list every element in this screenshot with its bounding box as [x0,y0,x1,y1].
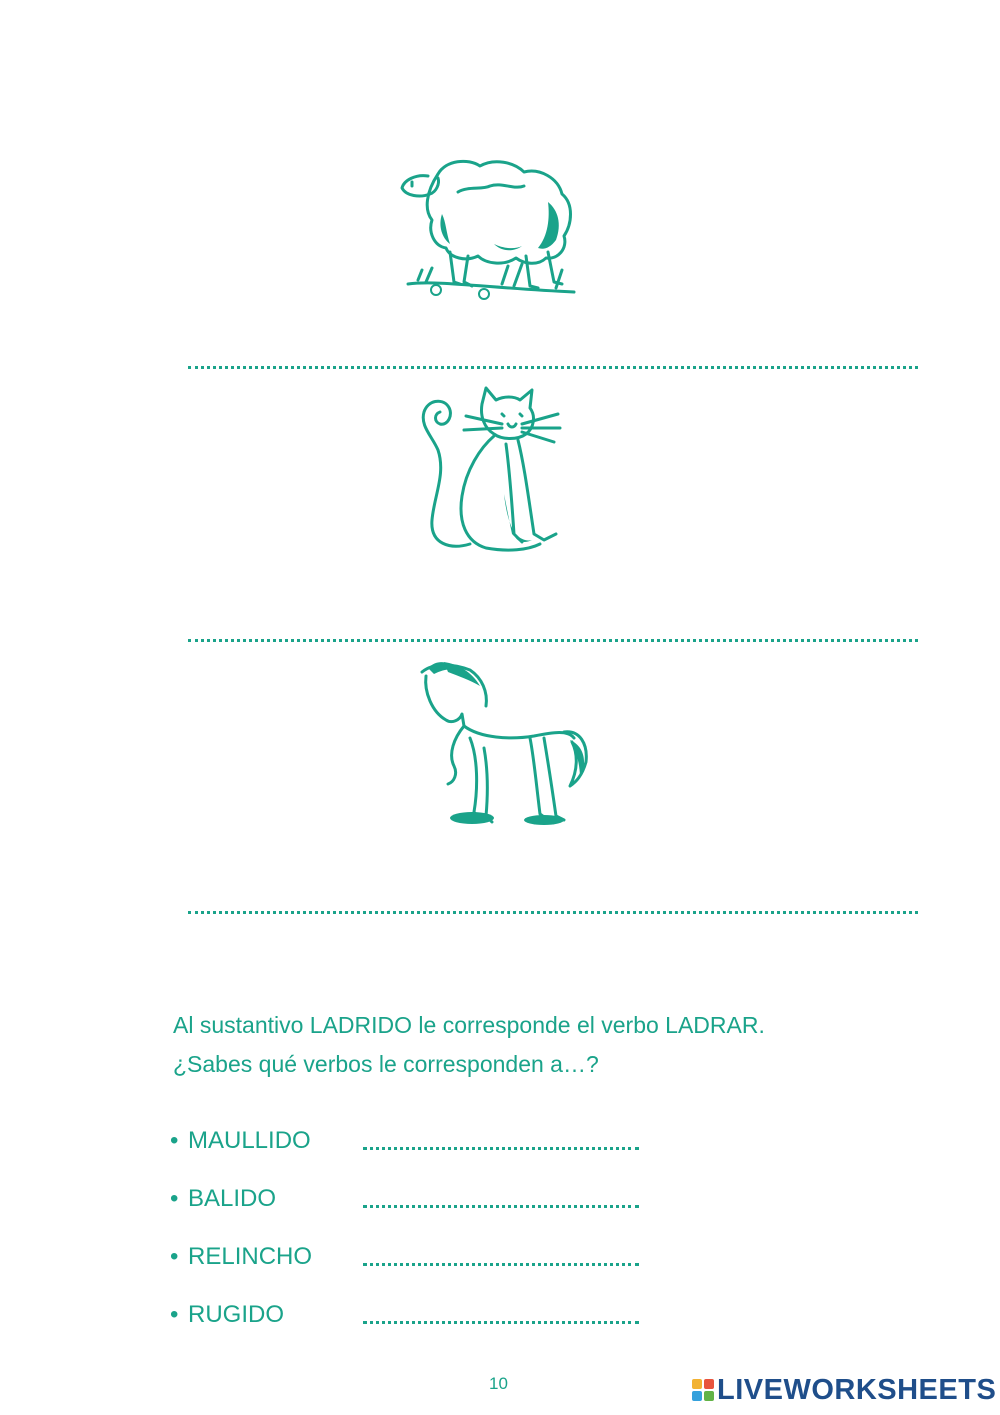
brand-tile [692,1379,702,1389]
sheep-icon [398,152,580,304]
brand-tile [704,1391,714,1401]
bullet: • [170,1185,179,1212]
answer-line-horse[interactable] [188,911,918,914]
bullet: • [170,1301,179,1328]
brand-tile [692,1391,702,1401]
item-word: BALIDO [188,1185,277,1212]
answer-blank[interactable] [363,1147,639,1150]
item-word: RELINCHO [188,1243,313,1270]
instruction-line-1: Al sustantivo LADRIDO le corresponde el verbo LADRAR. [173,1012,765,1038]
answer-line-cat[interactable] [188,639,918,642]
instructions [173,1006,765,1084]
bullet: • [170,1127,179,1154]
brand-name: LIVEWORKSHEETS [717,1373,997,1406]
brand-tile [704,1379,714,1389]
list-item [170,1241,312,1273]
answer-blank[interactable] [363,1205,639,1208]
cat-illustration [410,384,562,556]
list-item [170,1183,276,1215]
answer-line-sheep[interactable] [188,366,918,369]
item-word: MAULLIDO [188,1127,311,1154]
answer-blank[interactable] [363,1263,639,1266]
horse-illustration [414,658,594,828]
item-word: RUGIDO [188,1301,284,1328]
sheep-illustration [398,152,580,304]
bullet: • [170,1243,179,1270]
answer-blank[interactable] [363,1321,639,1324]
list-item [170,1299,284,1331]
cat-icon [410,384,562,556]
liveworksheets-mark-icon [692,1379,714,1401]
liveworksheets-logo [692,1374,996,1406]
page-number: 10 [489,1374,508,1393]
horse-icon [414,658,594,828]
instruction-line-2: ¿Sabes qué verbos le corresponden a…? [173,1051,599,1077]
list-item [170,1125,311,1157]
